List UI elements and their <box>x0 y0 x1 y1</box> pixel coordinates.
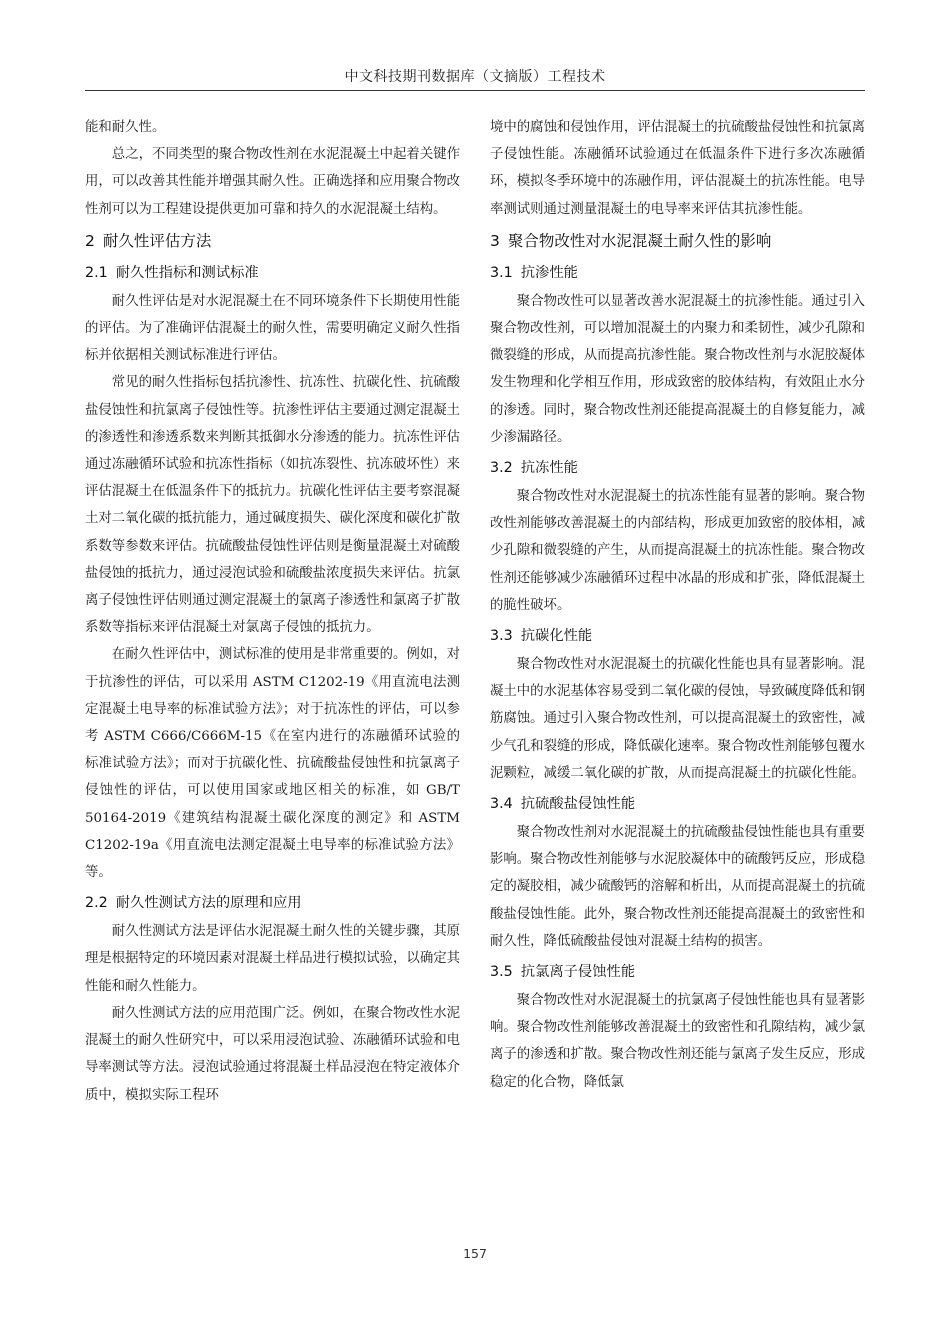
right-column <box>490 114 865 1096</box>
paragraph: 能和耐久性。 <box>85 120 166 135</box>
subsection-heading-3-4 <box>490 791 865 817</box>
section-heading-2 <box>85 228 460 254</box>
paragraph: 耐久性评估是对水泥混凝土在不同环境条件下长期使用性能的评估。为了准确评估混凝土的耐久性，需要明确定义耐久性指标并依据相关测试标准进行评估。 <box>85 293 460 364</box>
section-title: 耐久性测试方法的原理和应用 <box>115 895 302 912</box>
journal-header: 中文科技期刊数据库（文摘版）工程技术 <box>344 69 606 85</box>
paragraph: 聚合物改性对水泥混凝土的抗冻性能有显著的影响。聚合物改性剂能够改善混凝土的内部结构，形成更加致密的胶体相，减少孔隙和微裂缝的产生，从而提高混凝土的抗冻性能。聚合物改性剂还能够减少冻融循环过程中冰晶的形成和扩张，降低混凝土的脆性破坏。 <box>490 489 865 613</box>
section-number: 2.1 <box>85 264 108 281</box>
section-number: 3.1 <box>490 264 513 281</box>
paragraph: 耐久性测试方法是评估水泥混凝土耐久性的关键步骤，其原理是根据特定的环境因素对混凝土样品进行模拟试验，以确定其性能和耐久性能力。 <box>85 924 460 994</box>
left-column <box>85 114 460 1109</box>
subsection-heading-3-2 <box>490 455 865 481</box>
section-heading-3 <box>490 228 865 254</box>
section-number: 2 <box>85 231 95 250</box>
section-number: 3.5 <box>490 964 513 981</box>
section-title: 抗氯离子侵蚀性能 <box>520 964 636 981</box>
paragraph: 聚合物改性可以显著改善水泥混凝土的抗渗性能。通过引入聚合物改性剂，可以增加混凝土的内聚力和柔韧性，减少孔隙和微裂缝的形成，从而提高抗渗性能。聚合物改性剂与水泥胶凝体发生物理和化学相互作用，形成致密的胶体结构，有效阻止水分的渗透。同时，聚合物改性剂还能提高混凝土的自修复能力，减少渗漏路径。 <box>490 293 865 445</box>
header-rule <box>85 90 865 91</box>
paragraph: 聚合物改性剂对水泥混凝土的抗硫酸盐侵蚀性能也具有重要影响。聚合物改性剂能够与水泥胶凝体中的硫酸钙反应，形成稳定的凝胶相，减少硫酸钙的溶解和析出，从而提高混凝土的抗硫酸盐侵蚀性能。此外，聚合物改性剂还能提高混凝土的致密性和耐久性，降低硫酸盐侵蚀对混凝土结构的损害。 <box>490 825 865 949</box>
section-title: 抗渗性能 <box>520 264 578 281</box>
section-number: 3.3 <box>490 628 513 645</box>
section-title: 抗碳化性能 <box>520 628 593 645</box>
subsection-heading-2-2 <box>85 890 460 916</box>
section-number: 3.4 <box>490 796 513 813</box>
section-title: 耐久性指标和测试标准 <box>115 264 259 281</box>
section-title: 抗硫酸盐侵蚀性能 <box>520 796 636 813</box>
paragraph: 总之，不同类型的聚合物改性剂在水泥混凝土中起着关键作用，可以改善其性能并增强其耐久性。正确选择和应用聚合物改性剂可以为工程建设提供更加可靠和持久的水泥混凝土结构。 <box>85 147 460 217</box>
section-title: 抗冻性能 <box>520 460 578 477</box>
paragraph: 常见的耐久性指标包括抗渗性、抗冻性、抗碳化性、抗硫酸盐侵蚀性和抗氯离子侵蚀性等。抗渗性评估主要通过测定混凝土的渗透性和渗透系数来判断其抵御水分渗透的能力。抗冻性评估通过冻融循环试验和抗冻性指标（如抗冻裂性、抗冻破坏性）来评估混凝土在低温条件下的抵抗力。抗碳化性评估主要考察混凝土对二氧化碳的抵抗能力，通过碱度损失、碳化深度和碳化扩散系数等参数来评估。抗硫酸盐侵蚀性评估则是衡量混凝土对硫酸盐侵蚀的抵抗力，通过浸泡试验和硫酸盐浓度损失来评估。抗氯离子侵蚀性评估则通过测定混凝土的氯离子渗透性和氯离子扩散系数等指标来评估混凝土对氯离子侵蚀的抵抗力。 <box>85 375 460 636</box>
section-number: 3 <box>490 231 500 250</box>
paragraph: 耐久性测试方法的应用范围广泛。例如，在聚合物改性水泥混凝土的耐久性研究中，可以采用浸泡试验、冻融循环试验和电导率测试等方法。浸泡试验通过将混凝土样品浸泡在特定液体介质中，模拟实际工程环 <box>85 1005 460 1103</box>
paragraph: 聚合物改性对水泥混凝土的抗氯离子侵蚀性能也具有显著影响。聚合物改性剂能够改善混凝土的致密性和孔隙结构，减少氯离子的渗透和扩散。聚合物改性剂还能与氯离子发生反应，形成稳定的化合物，降低氯 <box>490 993 865 1090</box>
page-number: 157 <box>463 1246 487 1261</box>
subsection-heading-3-1 <box>490 260 865 286</box>
subsection-heading-3-3 <box>490 623 865 649</box>
paragraph: 境中的腐蚀和侵蚀作用，评估混凝土的抗硫酸盐侵蚀性和抗氯离子侵蚀性能。冻融循环试验通过在低温条件下进行多次冻融循环，模拟冬季环境中的冻融作用，评估混凝土的抗冻性能。电导率测试则通过测量混凝土的电导率来评估其抗渗性能。 <box>490 120 865 217</box>
paragraph: 聚合物改性对水泥混凝土的抗碳化性能也具有显著影响。混凝土中的水泥基体容易受到二氧化碳的侵蚀，导致碱度降低和钢筋腐蚀。通过引入聚合物改性剂，可以提高混凝土的致密性，减少气孔和裂缝的形成，降低碳化速率。聚合物改性剂能够包覆水泥颗粒，减缓二氧化碳的扩散，从而提高混凝土的抗碳化性能。 <box>490 657 865 781</box>
section-number: 2.2 <box>85 895 108 912</box>
section-title: 聚合物改性对水泥混凝土耐久性的影响 <box>507 231 772 250</box>
subsection-heading-2-1 <box>85 260 460 286</box>
subsection-heading-3-5 <box>490 959 865 985</box>
section-number: 3.2 <box>490 460 513 477</box>
paragraph: 在耐久性评估中，测试标准的使用是非常重要的。例如，对于抗渗性的评估，可以采用 ASTM C1202-19《用直流电法测定混凝土电导率的标准试验方法》；对于抗冻性的评估，可以参考 ASTM C666/C666M-15《在室内进行的冻融循环试验的标准试验方法》；而对于抗碳化性、抗硫酸盐侵蚀性和抗氯离子侵蚀性的评估，可以使用国家或地区相关的标准，如 GB/T 50164-2019《建筑结构混凝土碳化深度的测定》和 ASTM C1202-19a《用直流电法测定混凝土电导率的标准试验方法》等。 <box>85 647 460 881</box>
section-title: 耐久性评估方法 <box>102 231 212 250</box>
